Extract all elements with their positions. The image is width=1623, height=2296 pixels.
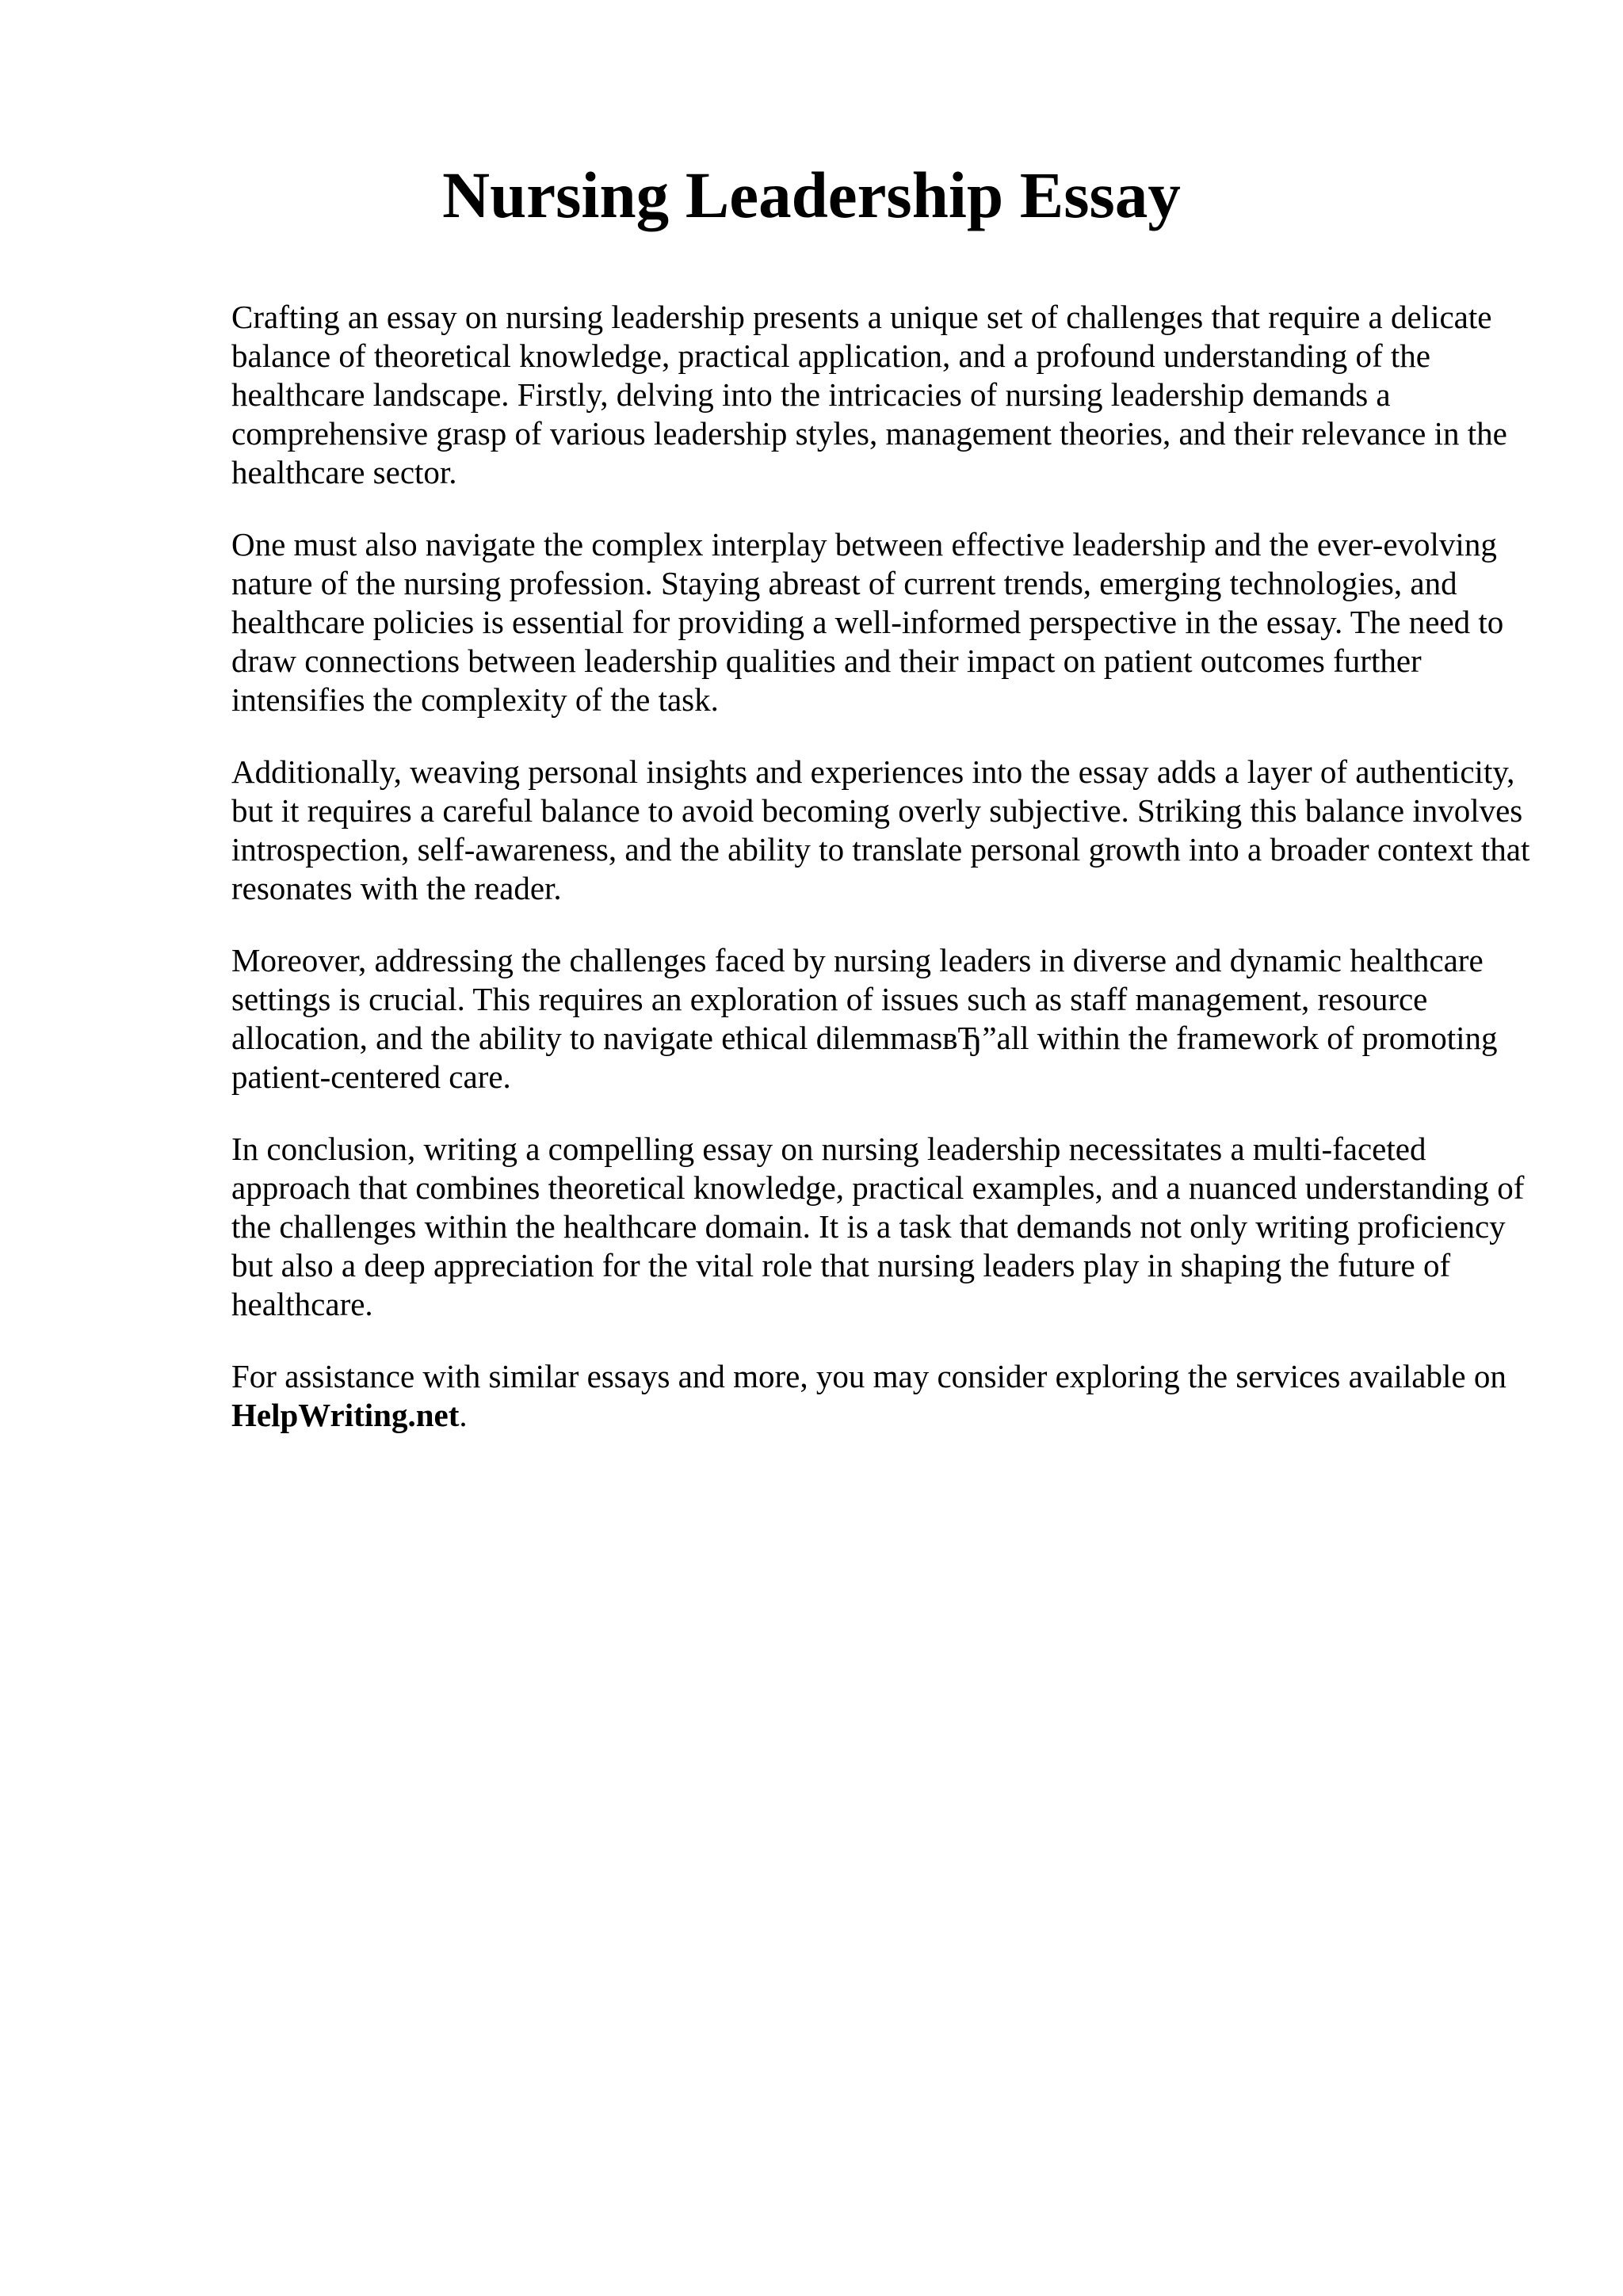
essay-body xyxy=(231,298,1544,1435)
paragraph-challenges: Moreover, addressing the challenges faced by nursing leaders in diverse and dynamic healthcare settings is crucial. This requires an exploration of issues such as staff management, resource allocation, and the ability to navigate ethical dilemmasвЂ”all within the framework of promoting patient-centered care. xyxy=(231,942,1498,1095)
paragraph-conclusion: In conclusion, writing a compelling essay on nursing leadership necessitates a multi-faceted approach that combines theoretical knowledge, practical examples, and a nuanced understanding of the challenges within the healthcare domain. It is a task that demands not only writing proficiency but also a deep appreciation for the vital role that nursing leaders play in shaping the future of healthcare. xyxy=(231,1131,1525,1322)
document-title: Nursing Leadership Essay xyxy=(442,158,1181,231)
closing-text: For assistance with similar essays and more, you may consider exploring the services available on xyxy=(231,1358,1507,1394)
paragraph-personal-insights: Additionally, weaving personal insights and experiences into the essay adds a layer of authenticity, but it requires a careful balance to avoid becoming overly subjective. Striking this balance involves introspection, self-awareness, and the ability to translate personal growth into a broader context that resonates with the reader. xyxy=(231,753,1530,906)
helpwriting-link[interactable]: HelpWriting.net xyxy=(231,1397,460,1433)
closing-suffix: . xyxy=(459,1397,468,1433)
paragraph-navigation: One must also navigate the complex interplay between effective leadership and the ever-evolving nature of the nursing profession. Staying abreast of current trends, emerging technologies, and healthcare policies is essential for providing a well-informed perspective in the essay. The need to draw connections between leadership qualities and their impact on patient outcomes further intensifies the complexity of the task. xyxy=(231,526,1504,718)
paragraph-intro: Crafting an essay on nursing leadership presents a unique set of challenges that require a delicate balance of theoretical knowledge, practical application, and a profound understanding of the healthcare landscape. Firstly, delving into the intricacies of nursing leadership demands a comprehensive grasp of various leadership styles, management theories, and their relevance in the healthcare sector. xyxy=(231,299,1507,490)
closing-paragraph xyxy=(231,1357,1544,1435)
